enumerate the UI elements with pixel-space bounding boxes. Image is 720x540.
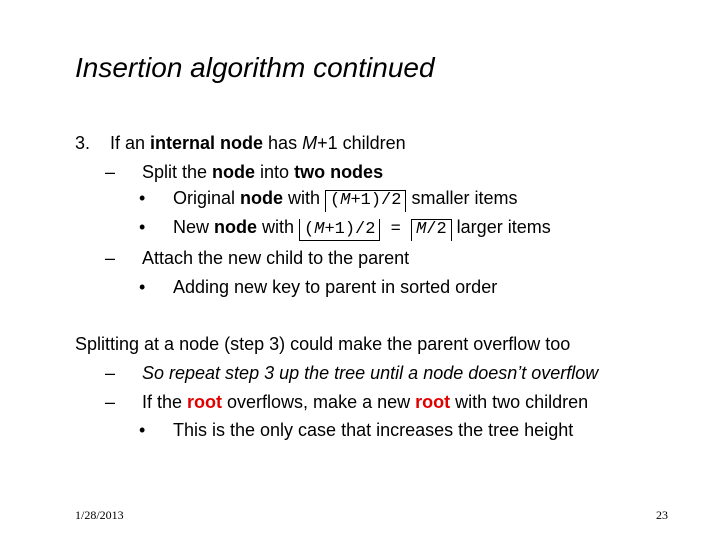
item-original-node: Original node with (M+1)/2 smaller items bbox=[173, 188, 518, 210]
footer-date: 1/28/2013 bbox=[75, 508, 124, 522]
bullet-marker: • bbox=[139, 217, 146, 237]
bullet-marker: • bbox=[139, 277, 146, 297]
item-number: 3. bbox=[75, 133, 91, 153]
dash-marker: – bbox=[105, 363, 116, 383]
item-only-case: This is the only case that increases the tree height bbox=[173, 420, 574, 440]
item-root-overflow: If the root overflows, make a new root with two children bbox=[142, 392, 589, 412]
item-splitting: Splitting at a node (step 3) could make the parent overflow too bbox=[75, 334, 571, 354]
dash-marker: – bbox=[105, 392, 116, 412]
item-adding-key: Adding new key to parent in sorted order bbox=[173, 277, 498, 297]
dash-marker: – bbox=[105, 248, 116, 268]
item-split: Split the node into two nodes bbox=[142, 162, 384, 182]
ceiling-expression: M/2 bbox=[411, 219, 452, 240]
item-repeat: So repeat step 3 up the tree until a node doesn’t overflow bbox=[142, 363, 599, 383]
dash-marker: – bbox=[105, 162, 116, 182]
item-internal-node: If an internal node has M+1 children bbox=[110, 133, 406, 153]
item-new-node: New node with (M+1)/2 = M/2 larger items bbox=[173, 217, 551, 239]
bullet-marker: • bbox=[139, 188, 146, 208]
slide-title: Insertion algorithm continued bbox=[75, 52, 435, 83]
page-number: 23 bbox=[656, 508, 668, 522]
item-attach: Attach the new child to the parent bbox=[142, 248, 410, 268]
bullet-marker: • bbox=[139, 420, 146, 440]
floor-expression: (M+1)/2 bbox=[299, 220, 380, 241]
ceiling-expression: (M+1)/2 bbox=[325, 190, 406, 211]
